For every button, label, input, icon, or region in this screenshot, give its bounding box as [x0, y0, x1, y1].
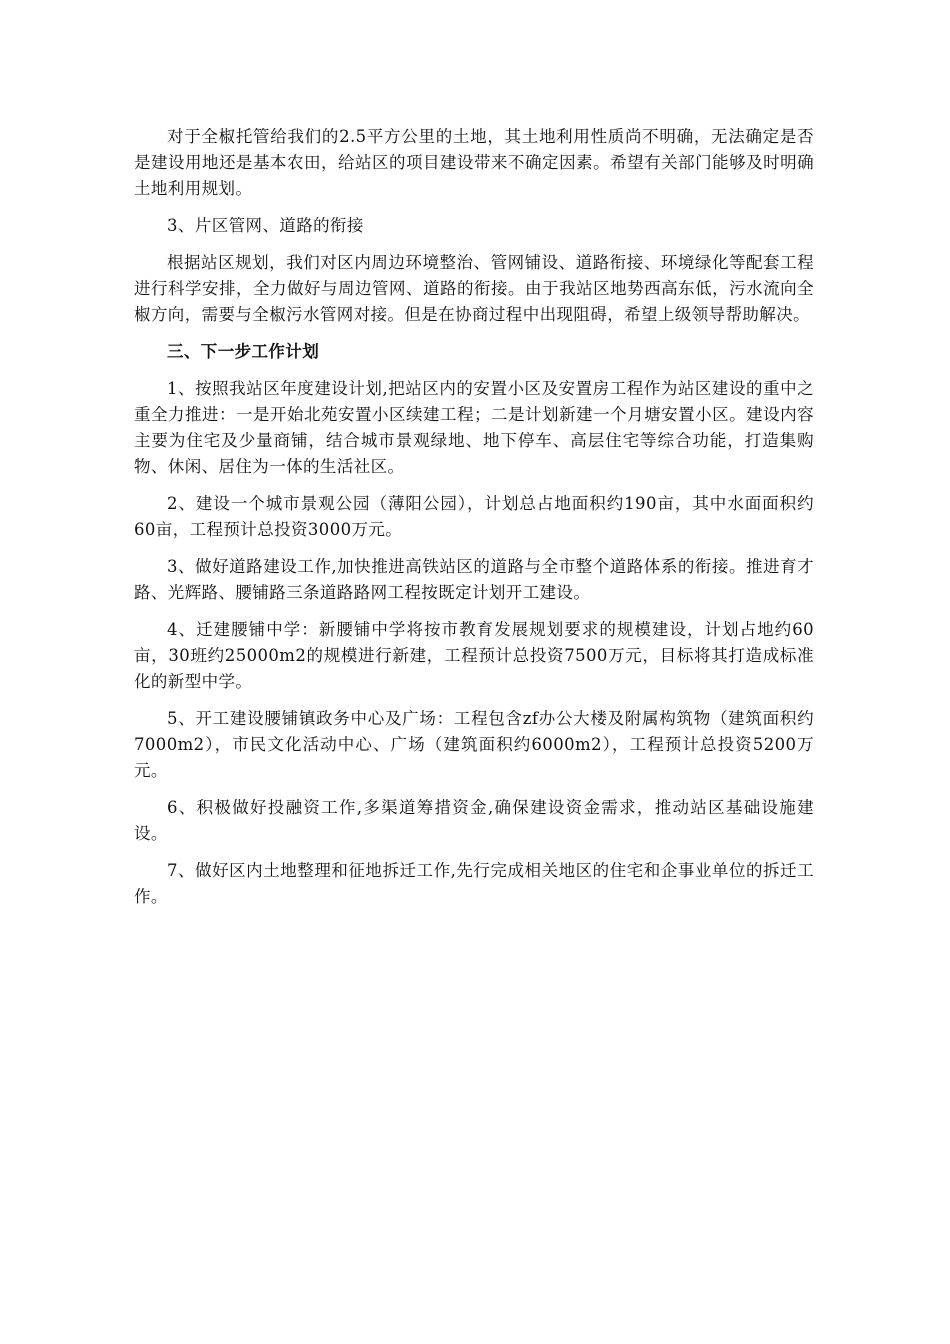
paragraph-plan-1: 1、按照我站区年度建设计划,把站区内的安置小区及安置房工程作为站区建设的重中之重全力推进：一是开始北苑安置小区续建工程；二是计划新建一个月塘安置小区。建设内容主要为住宅及少量商铺，结合城市景观绿地、地下停车、高层住宅等综合功能，打造集购物、休闲、居住为一体的生活社区。 — [134, 379, 814, 476]
paragraph-pipe-road: 根据站区规划，我们对区内周边环境整治、管网铺设、道路衔接、环境绿化等配套工程进行科学安排，全力做好与周边管网、道路的衔接。由于我站区地势西高东低，污水流向全椒方向，需要与全椒污水管网对接。但是在协商过程中出现阻碍，希望上级领导帮助解决。 — [134, 253, 814, 324]
paragraph-plan-2: 2、建设一个城市景观公园（薄阳公园），计划总占地面积约190亩，其中水面面积约60亩，工程预计总投资3000万元。 — [134, 494, 814, 539]
paragraph-plan-6: 6、积极做好投融资工作,多渠道筹措资金,确保建设资金需求，推动站区基础设施建设。 — [134, 798, 814, 843]
paragraph-plan-4: 4、迁建腰铺中学：新腰铺中学将按市教育发展规划要求的规模建设，计划占地约60亩，30班约25000m2的规模进行新建，工程预计总投资7500万元，目标将其打造成标准化的新型中学。 — [134, 620, 814, 691]
subheading-pipe-road: 3、片区管网、道路的衔接 — [167, 216, 364, 235]
paragraph-land-use: 对于全椒托管给我们的2.5平方公里的土地，其土地利用性质尚不明确，无法确定是否是建设用地还是基本农田，给站区的项目建设带来不确定因素。希望有关部门能够及时明确土地利用规划。 — [134, 127, 814, 198]
document-body — [134, 124, 814, 921]
paragraph-plan-5: 5、开工建设腰铺镇政务中心及广场：工程包含zf办公大楼及附属构筑物（建筑面积约7000m2），市民文化活动中心、广场（建筑面积约6000m2），工程预计总投资5200万元。 — [134, 709, 814, 780]
section-heading-next-plan: 三、下一步工作计划 — [167, 342, 320, 361]
paragraph-plan-7: 7、做好区内土地整理和征地拆迁工作,先行完成相关地区的住宅和企事业单位的拆迁工作。 — [134, 861, 814, 906]
paragraph-plan-3: 3、做好道路建设工作,加快推进高铁站区的道路与全市整个道路体系的衔接。推进育才路、光辉路、腰铺路三条道路路网工程按既定计划开工建设。 — [134, 557, 814, 602]
